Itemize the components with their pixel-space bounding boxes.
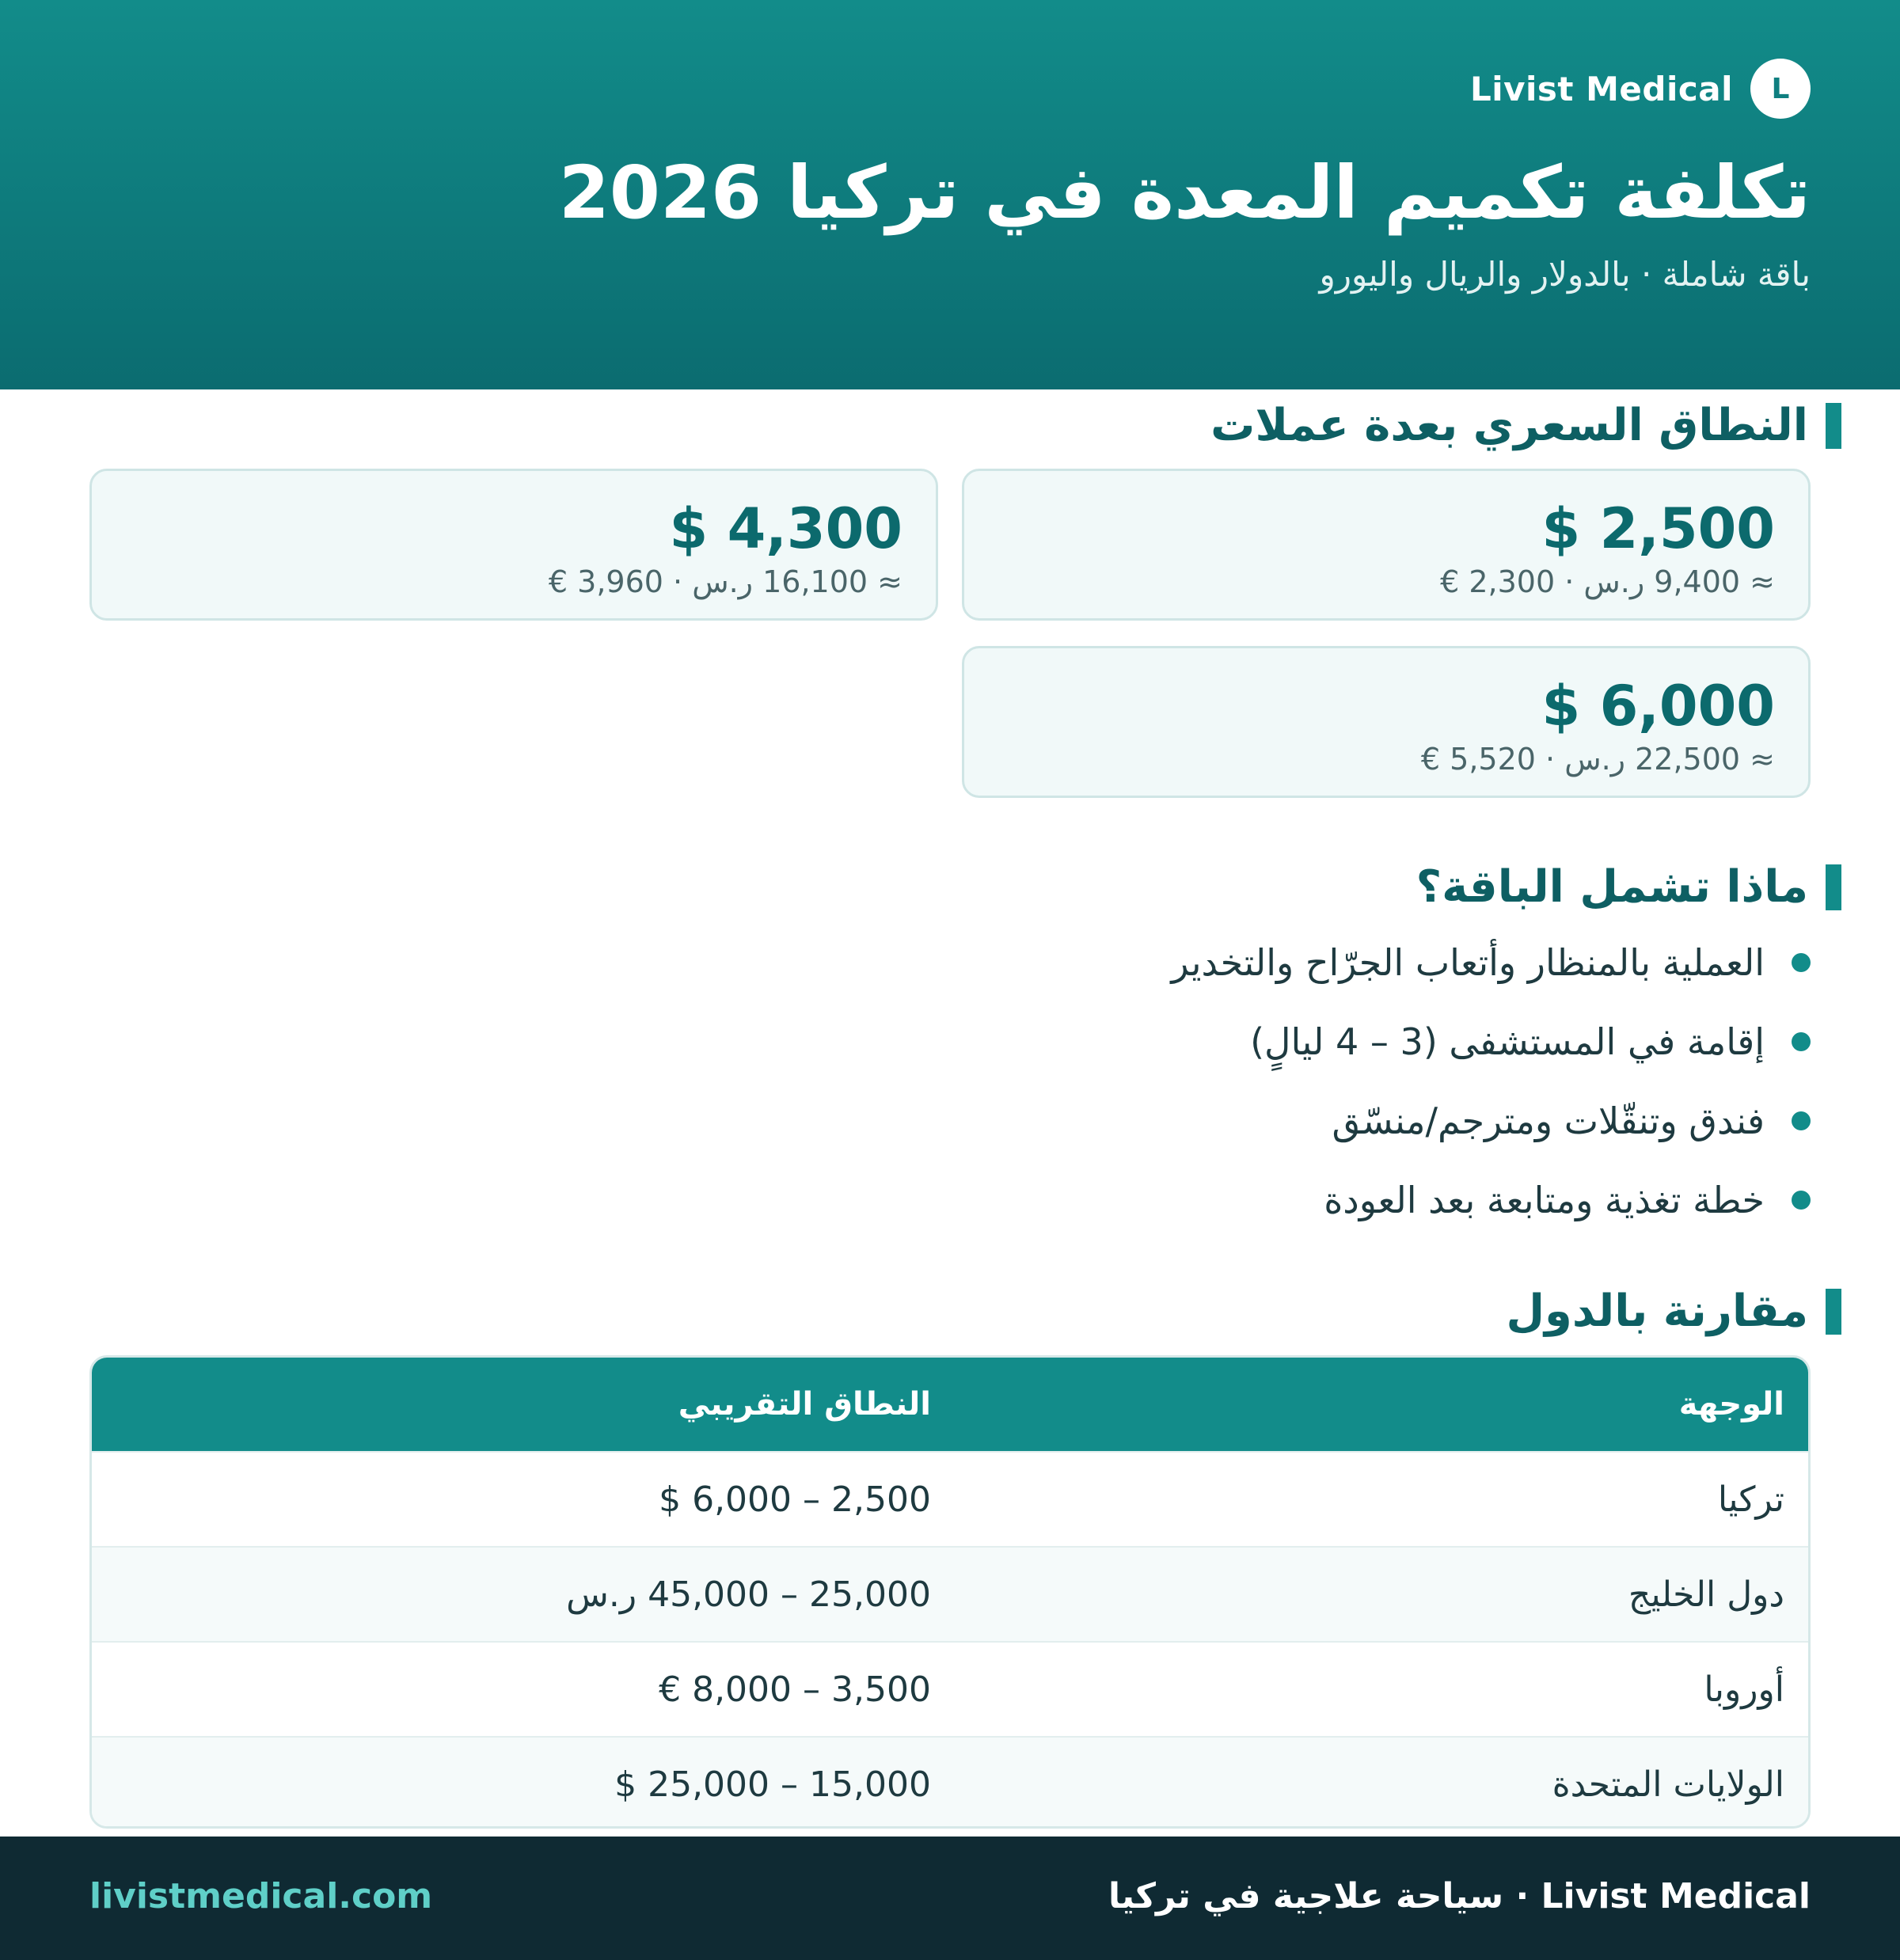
price-alt-currencies: ≈ 22,500 ر.س · 5,520 € [1420,742,1775,777]
includes-list [544,923,1811,1240]
list-item-text: إقامة في المستشفى (3 – 4 ليالٍ) [1250,1020,1765,1063]
price-alt-currencies: ≈ 16,100 ر.س · 3,960 € [548,564,902,599]
price-section-heading [1210,400,1841,451]
comparison-section-title: مقارنة بالدول [1506,1286,1808,1337]
footer-tagline: Livist Medical · سياحة علاجية في تركيا [1108,1876,1811,1916]
section-accent-bar [1826,1289,1841,1335]
price-section-title: النطاق السعري بعدة عملات [1210,400,1808,451]
footer-website-link[interactable]: livistmedical.com [89,1876,433,1916]
price-card-max [962,646,1811,798]
includes-section-title: ماذا تشمل الباقة؟ [1416,861,1808,913]
section-accent-bar [1826,864,1841,910]
price-usd: $ 2,500 [1541,496,1775,561]
hero-header [0,0,1900,389]
table-row [92,1641,1808,1736]
page-title: تكلفة تكميم المعدة في تركيا 2026 [558,150,1811,235]
list-item-text: العملية بالمنظار وأتعاب الجرّاح والتخدير [1171,941,1765,984]
list-item [544,1160,1811,1240]
bullet-icon [1792,1111,1811,1130]
brand-name: Livist Medical [1469,69,1733,108]
price-usd: $ 4,300 [669,496,902,561]
list-item [544,923,1811,1002]
price-usd: $ 6,000 [1541,674,1775,739]
section-accent-bar [1826,403,1841,449]
bullet-icon [1792,1191,1811,1210]
cell-range: 3,500 – 8,000 € [659,1669,931,1710]
cell-destination: أوروبا [1704,1669,1784,1710]
footer [0,1837,1900,1960]
table-row [92,1451,1808,1546]
cell-destination: تركيا [1717,1479,1784,1520]
bullet-icon [1792,1032,1811,1051]
comparison-section-heading [1506,1286,1841,1337]
table-header [92,1358,1808,1451]
list-item [544,1081,1811,1160]
table-row [92,1736,1808,1829]
cell-range: 2,500 – 6,000 $ [659,1479,931,1520]
price-card-mid [89,469,938,621]
column-header-range: النطاق التقريبي [678,1386,931,1423]
cell-range: 15,000 – 25,000 $ [614,1764,931,1805]
brand[interactable] [1470,59,1811,119]
comparison-table [89,1355,1811,1829]
list-item-text: فندق وتنقّلات ومترجم/منسّق [1332,1100,1765,1142]
brand-logo-icon: L [1750,59,1811,119]
price-alt-currencies: ≈ 9,400 ر.س · 2,300 € [1440,564,1775,599]
cell-range: 25,000 – 45,000 ر.س [566,1574,931,1615]
table-row [92,1546,1808,1641]
page-subtitle: باقة شاملة · بالدولار والريال واليورو [1319,255,1811,294]
price-card-min [962,469,1811,621]
list-item [544,1002,1811,1081]
cell-destination: دول الخليج [1628,1574,1784,1615]
includes-section-heading [1416,861,1841,913]
bullet-icon [1792,953,1811,972]
column-header-destination: الوجهة [1678,1386,1784,1423]
cell-destination: الولايات المتحدة [1552,1764,1784,1805]
list-item-text: خطة تغذية ومتابعة بعد العودة [1324,1179,1765,1221]
